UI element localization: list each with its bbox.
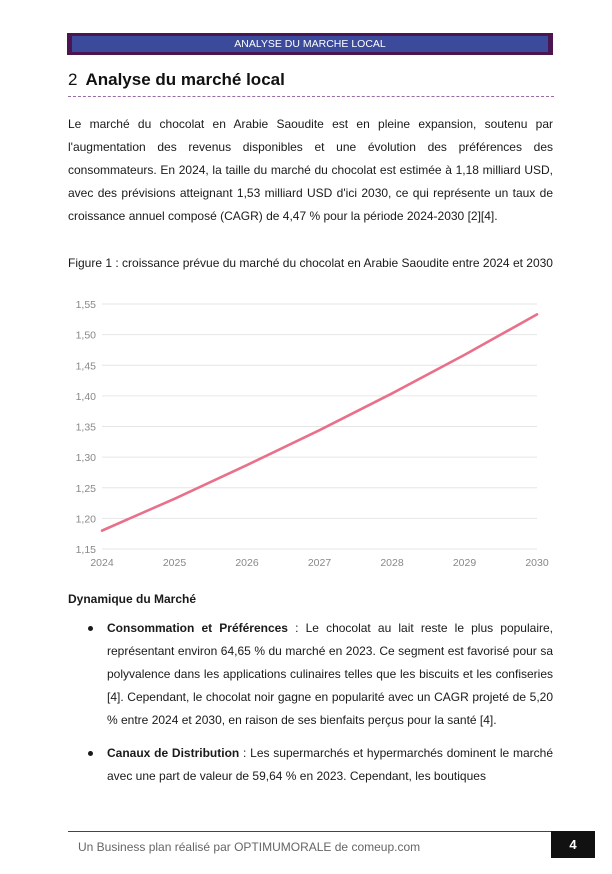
chart-y-ticks: [76, 299, 97, 556]
list-item-term: Canaux de Distribution: [107, 746, 240, 760]
intro-paragraph: Le marché du chocolat en Arabie Saoudite est en pleine expansion, soutenu par l'augmentation des revenus disponibles et une évolution des préférences des consommateurs. En 2024, la taille du marché du chocolat est estimée à 1,18 milliard USD, avec des prévisions atteignant 1,53 milliard USD d'ici 2030, ce qui représente un taux de croissance annuel composé (CAGR) de 4,47 % pour la période 2024-2030 [2][4].: [68, 117, 553, 223]
y-tick-label: 1,25: [75, 482, 96, 495]
figure-caption: Figure 1 : croissance prévue du marché du chocolat en Arabie Saoudite entre 2024 et 2030: [68, 256, 553, 270]
x-tick-label: 2027: [307, 557, 332, 569]
footer-text: Un Business plan réalisé par OPTIMUMORALE de comeup.com: [78, 840, 421, 854]
y-tick-label: 1,15: [75, 544, 96, 556]
list-item: [88, 742, 553, 788]
chart-gridlines: [102, 304, 537, 549]
title-divider: [68, 96, 554, 97]
footer-divider: [68, 831, 554, 832]
chart-x-ticks: [90, 557, 549, 569]
x-tick-label: 2028: [380, 557, 404, 569]
header-banner: [67, 33, 553, 55]
list-item-text: : Le chocolat au lait reste le plus populaire, représentant environ 64,65 % du marché en 2023. Ce segment est favorisé pour sa polyvalence dans les applications culinaires telles que les biscuits et les confiseries [4]. Cependant, le chocolat noir gagne en popularité avec un CAGR projeté de 5,20 % entre 2024 et 2030, en raison de ses bienfaits perçus pour la santé [4].: [107, 621, 553, 727]
y-tick-label: 1,30: [75, 452, 96, 465]
dynamics-heading: Dynamique du Marché: [68, 592, 197, 606]
y-tick-label: 1,40: [75, 390, 96, 403]
section-title: [68, 70, 554, 90]
y-tick-label: 1,50: [75, 329, 96, 342]
y-tick-label: 1,45: [75, 360, 96, 373]
page-number: 4: [551, 831, 595, 858]
bullet-icon: [88, 751, 93, 756]
list-item-term: Consommation et Préférences: [107, 621, 288, 635]
y-tick-label: 1,35: [75, 421, 96, 434]
y-tick-label: 1,55: [75, 299, 96, 311]
y-tick-label: 1,20: [75, 513, 96, 526]
x-tick-label: 2024: [90, 557, 114, 569]
x-tick-label: 2029: [452, 557, 477, 569]
section-number: 2: [68, 70, 78, 89]
chart-series: [102, 314, 537, 530]
x-tick-label: 2025: [162, 557, 187, 569]
list-item: [88, 617, 553, 732]
header-banner-label: ANALYSE DU MARCHE LOCAL: [72, 36, 548, 52]
series-line: [102, 314, 537, 530]
x-tick-label: 2030: [525, 557, 549, 569]
dynamics-list: [88, 617, 553, 798]
market-growth-chart: [62, 293, 552, 578]
bullet-icon: [88, 626, 93, 631]
x-tick-label: 2026: [235, 557, 259, 569]
list-item-text: : Les supermarchés et hypermarchés dominent le marché avec une part de valeur de 59,64 % en 2023. Cependant, les boutiques: [107, 746, 553, 783]
section-title-text: Analyse du marché local: [85, 70, 285, 89]
